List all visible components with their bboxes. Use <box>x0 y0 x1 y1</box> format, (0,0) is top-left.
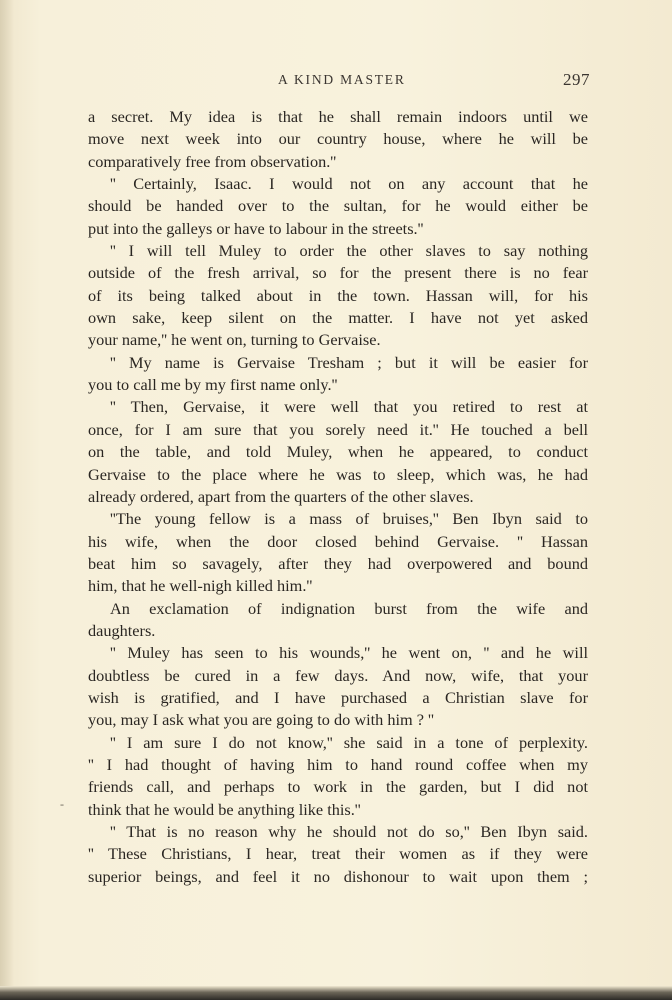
text-line: move next week into our country house, where he will be <box>88 129 588 149</box>
text-line: '' That is no reason why he should not do so,'' Ben Ibyn said. <box>110 822 588 841</box>
text-line: his wife, when the door closed behind Gervaise. '' Hassan <box>88 531 588 551</box>
text-line: ''The young fellow is a mass of bruises,'' Ben Ibyn said to <box>110 509 588 529</box>
page-header <box>88 70 590 94</box>
page-bottom-edge <box>0 986 672 1000</box>
text-line: think that he would be anything like this.'' <box>88 799 361 819</box>
text-line: '' I am sure I do not know,'' she said in a tone of perplexity. <box>110 732 588 752</box>
text-line: outside of the fresh arrival, so for the present there is no fear <box>88 263 588 283</box>
text-line: you to call me by my first name only.'' <box>88 375 338 395</box>
text-line: daughters. <box>88 620 156 640</box>
text-line: '' My name is Gervaise Tresham ; but it will be easier for <box>110 352 588 372</box>
text-line: friends call, and perhaps to work in the garden, but I did not <box>88 777 588 797</box>
body-text <box>88 106 588 888</box>
text-line: Gervaise to the place where he was to sleep, which was, he had <box>88 464 588 484</box>
text-line: beat him so savagely, after they had overpowered and bound <box>88 553 588 573</box>
text-line: of its being talked about in the town. Hassan will, for his <box>88 285 588 305</box>
text-line: wish is gratified, and I have purchased a Christian slave for <box>88 687 588 707</box>
text-line: doubtless be cured in a few days. And now, wife, that your <box>88 665 588 685</box>
text-line: superior beings, and feel it no dishonour to wait upon them ; <box>88 866 588 886</box>
text-line: you, may I ask what you are going to do with him ? '' <box>88 710 434 730</box>
text-line: him, that he well-nigh killed him.'' <box>88 576 313 596</box>
text-line: your name,'' he went on, turning to Gervaise. <box>88 330 381 350</box>
gutter-shadow <box>0 0 14 1000</box>
text-line: '' Muley has seen to his wounds,'' he went on, '' and he will <box>110 643 588 663</box>
page-number: 297 <box>563 70 590 89</box>
text-line: once, for I am sure that you sorely need it.'' He touched a bell <box>88 419 588 439</box>
text-line: '' Then, Gervaise, it were well that you retired to rest at <box>110 397 588 417</box>
text-line: '' Certainly, Isaac. I would not on any account that he <box>110 174 588 194</box>
text-line: '' These Christians, I hear, treat their women as if they were <box>88 844 588 864</box>
text-line: comparatively free from observation.'' <box>88 151 337 171</box>
text-line: An exclamation of indignation burst from the wife and <box>110 598 588 618</box>
text-line: '' I had thought of having him to hand round coffee when my <box>88 754 588 774</box>
text-line: own sake, keep silent on the matter. I have not yet asked <box>88 308 588 328</box>
text-line: a secret. My idea is that he shall remain indoors until we <box>88 107 588 126</box>
text-line: should be handed over to the sultan, for he would either be <box>88 196 588 216</box>
margin-mark: - <box>60 797 64 811</box>
text-line: '' I will tell Muley to order the other slaves to say nothing <box>110 241 588 261</box>
text-line: on the table, and told Muley, when he appeared, to conduct <box>88 442 588 462</box>
text-line: put into the galleys or have to labour in the streets.'' <box>88 218 424 238</box>
text-line: already ordered, apart from the quarters of the other slaves. <box>88 486 474 506</box>
running-head: A KIND MASTER <box>278 72 406 87</box>
